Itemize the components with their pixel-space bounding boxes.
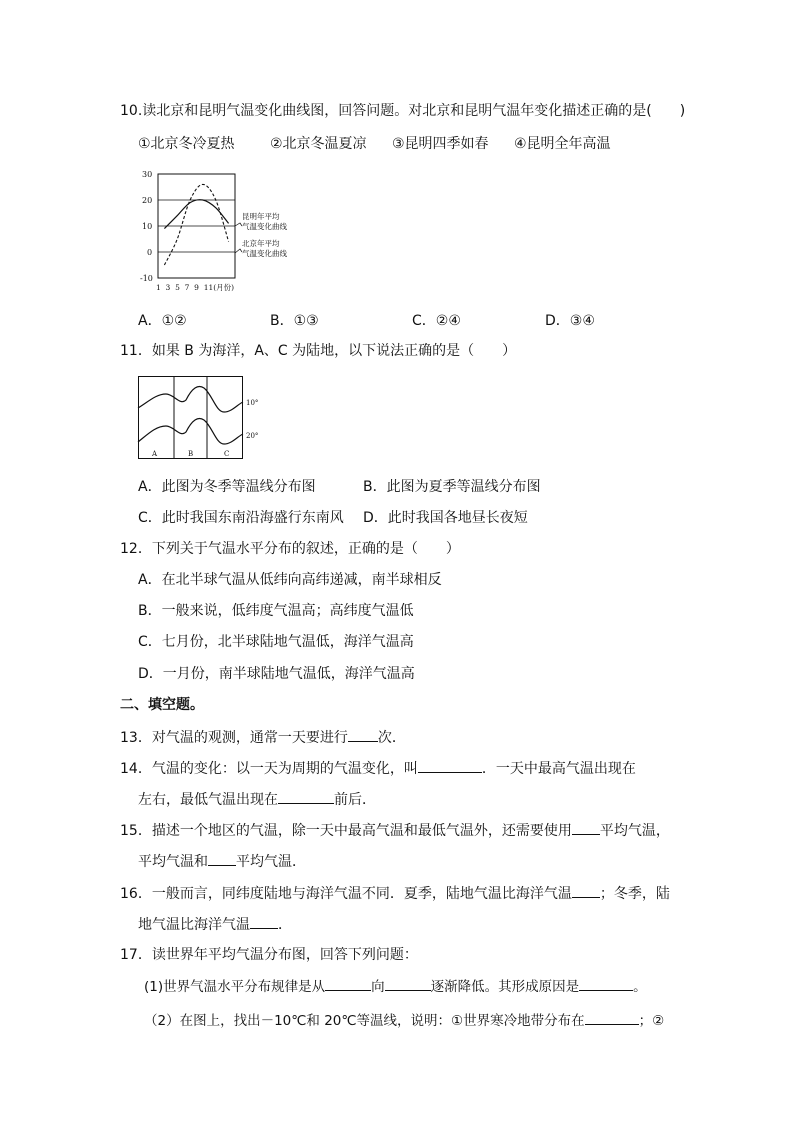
q11-option-b[interactable]: B．此图为夏季等温线分布图: [363, 479, 541, 495]
q12-option-d[interactable]: D．一月份，南半球陆地气温低，海洋气温高: [138, 666, 415, 682]
q17-text: 逐渐降低。其形成原因是: [430, 979, 580, 995]
q17-blank[interactable]: [385, 976, 431, 991]
zone-label-a: A: [152, 450, 158, 458]
q17-blank[interactable]: [325, 976, 371, 991]
q17-part1: [144, 976, 647, 997]
q15-text: 15．描述一个地区的气温，除一天中最高气温和最低气温外，还需要使用: [120, 823, 572, 839]
isotherm-label-20: 20°: [246, 432, 259, 440]
q10-statement: ④昆明全年高温: [514, 136, 611, 152]
q11-option-a[interactable]: A．此图为冬季等温线分布图: [138, 479, 316, 495]
q11-option-c[interactable]: C．此时我国东南沿海盛行东南风: [138, 510, 344, 526]
legend-leader-kunming: [235, 223, 242, 226]
legend-kunming-line2: 气温变化曲线: [242, 222, 287, 231]
q10-statement: ③昆明四季如春: [392, 136, 489, 152]
y-tick-label: 30: [142, 170, 153, 179]
q12-option-a[interactable]: A．在北半球气温从低纬向高纬递减，南半球相反: [138, 572, 442, 588]
q16-text: ；冬季，陆: [599, 886, 670, 902]
beijing-temperature-line: [164, 184, 228, 265]
q17-blank[interactable]: [585, 1010, 639, 1025]
q13-blank[interactable]: [348, 727, 378, 742]
zone-label-c: C: [224, 450, 230, 458]
isotherm-20: [138, 419, 243, 445]
q17-text: ；②: [638, 1013, 665, 1029]
q17-part2: [144, 1010, 664, 1031]
legend-beijing-line1: 北京年平均: [242, 239, 280, 248]
legend-leader-beijing: [235, 249, 242, 253]
q16-text: 地气温比海洋气温: [138, 917, 250, 933]
y-tick-label: 10: [142, 222, 153, 231]
q17-text: 。: [633, 979, 647, 995]
q14-line2: [138, 789, 376, 810]
q15-text: 平均气温，: [599, 823, 670, 839]
q16-text: 16．一般而言，同纬度陆地与海洋气温不同．夏季，陆地气温比海洋气温: [120, 886, 572, 902]
q13-text: 13．对气温的观测，通常一天要进行: [120, 730, 348, 746]
q10-option-c[interactable]: C．②④: [412, 313, 461, 329]
isotherm-10: [138, 387, 243, 413]
q14-blank[interactable]: [418, 758, 482, 773]
q11-option-d[interactable]: D．此时我国各地昼长夜短: [363, 510, 528, 526]
q13: [120, 727, 406, 748]
q16-text: ．: [278, 917, 292, 933]
q14-text: 左右，最低气温出现在: [138, 792, 278, 808]
q14-text: ．一天中最高气温出现在: [481, 761, 636, 777]
x-tick-labels: 1 3 5 7 9 11(月份): [156, 283, 235, 292]
q11-stem: 11．如果 B 为海洋，A、C 为陆地，以下说法正确的是（ ）: [120, 343, 517, 359]
q17-blank[interactable]: [579, 976, 633, 991]
q12-option-c[interactable]: C．七月份，北半球陆地气温低，海洋气温高: [138, 634, 414, 650]
section-heading: 二、填空题。: [120, 697, 204, 713]
q15-blank[interactable]: [208, 851, 236, 866]
q15-line2: [138, 851, 306, 872]
q10-statement: ①北京冬冷夏热: [138, 136, 235, 152]
legend-kunming-line1: 昆明年平均: [242, 212, 280, 221]
q10-temperature-chart: [140, 168, 287, 294]
q12-stem: 12．下列关于气温水平分布的叙述，正确的是（ ）: [120, 541, 460, 557]
q15-line1: [120, 820, 670, 841]
diagram-frame: [139, 377, 243, 459]
q13-text-end: 次．: [377, 730, 406, 746]
q14-line1: [120, 758, 636, 779]
q15-blank[interactable]: [572, 820, 600, 835]
q14-text: 前后．: [334, 792, 376, 808]
q10-option-a[interactable]: A．①②: [138, 313, 187, 329]
q10-statement: ②北京冬温夏凉: [270, 136, 367, 152]
q10-option-b[interactable]: B．①③: [270, 313, 319, 329]
q17-text: （2）在图上，找出－10℃和 20℃等温线，说明：①世界寒冷地带分布在: [144, 1013, 585, 1029]
q16-blank[interactable]: [572, 883, 600, 898]
zone-label-b: B: [188, 450, 194, 458]
q10-stem: 10.读北京和昆明气温变化曲线图，回答问题。对北京和昆明气温年变化描述正确的是( ): [120, 103, 686, 119]
q17-stem: 17．读世界年平均气温分布图，回答下列问题：: [120, 947, 418, 963]
q15-text: 平均气温．: [236, 854, 306, 870]
y-tick-label: 0: [147, 248, 153, 257]
q12-option-b[interactable]: B．一般来说，低纬度气温高；高纬度气温低: [138, 603, 414, 619]
q16-blank[interactable]: [250, 914, 278, 929]
legend-beijing-line2: 气温变化曲线: [242, 249, 287, 258]
q17-text: (1)世界气温水平分布规律是从: [144, 979, 326, 995]
q16-line1: [120, 883, 670, 904]
q14-blank[interactable]: [278, 789, 334, 804]
q11-isotherm-diagram: [138, 376, 262, 460]
isotherm-label-10: 10°: [246, 399, 259, 407]
q16-line2: [138, 914, 292, 935]
q14-text: 14．气温的变化：以一天为周期的气温变化，叫: [120, 761, 418, 777]
q10-option-d[interactable]: D．③④: [545, 313, 595, 329]
y-tick-label: -10: [140, 274, 153, 283]
y-tick-label: 20: [142, 196, 153, 205]
q15-text: 平均气温和: [138, 854, 208, 870]
q17-text: 向: [371, 979, 385, 995]
kunming-temperature-line: [164, 200, 228, 229]
